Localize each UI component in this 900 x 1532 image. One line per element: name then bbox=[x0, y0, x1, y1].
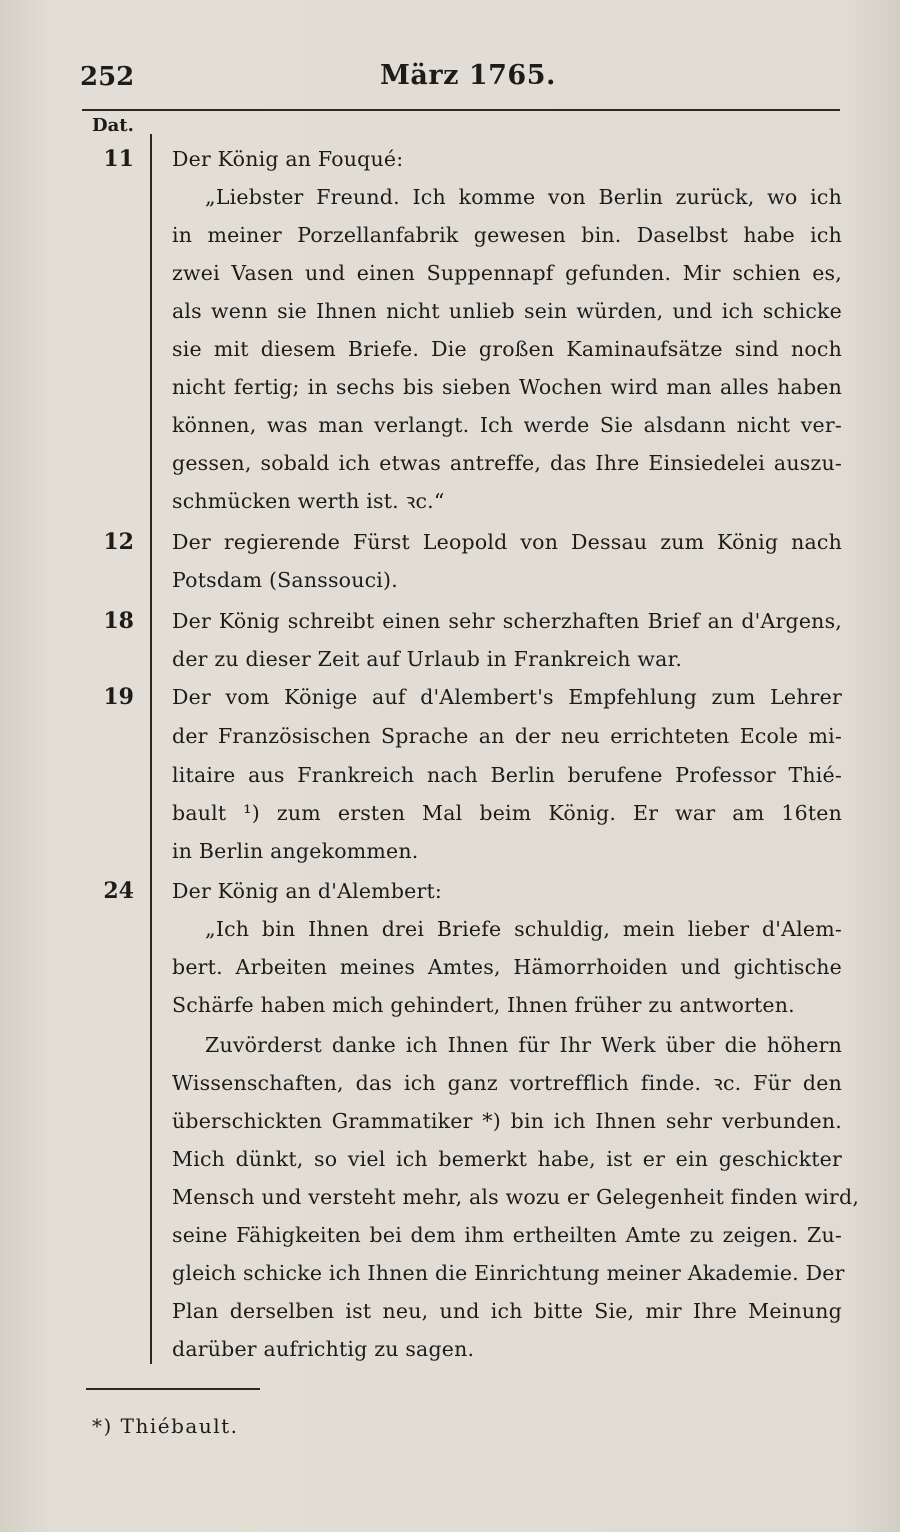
text-line: als wenn sie Ihnen nicht unlieb sein würden, und ich schicke bbox=[172, 299, 842, 323]
text-line: zwei Vasen und einen Suppennapf gefunden. Mir schien es, bbox=[172, 261, 842, 285]
text-line: Plan derselben ist neu, und ich bitte Sie, mir Ihre Meinung bbox=[172, 1299, 842, 1323]
entry-date: 12 bbox=[103, 529, 134, 555]
text-line: Der vom Könige auf d'Alembert's Empfehlung zum Lehrer bbox=[172, 685, 842, 709]
text-line: seine Fähigkeiten bei dem ihm ertheilten Amte zu zeigen. Zu- bbox=[172, 1223, 842, 1247]
entry-date: 19 bbox=[103, 684, 134, 710]
entry-date: 11 bbox=[103, 146, 134, 172]
running-title: März 1765. bbox=[380, 60, 556, 91]
text-line: „Liebster Freund. Ich komme von Berlin zurück, wo ich bbox=[205, 185, 842, 209]
text-line: überschickten Grammatiker *) bin ich Ihnen sehr verbunden. bbox=[172, 1109, 842, 1133]
text-line: gleich schicke ich Ihnen die Einrichtung meiner Akademie. Der bbox=[172, 1261, 845, 1285]
text-line: bert. Arbeiten meines Amtes, Hämorrhoiden und gichtische bbox=[172, 955, 842, 979]
date-column-rule bbox=[150, 134, 152, 1364]
text-line: Potsdam (Sanssouci). bbox=[172, 568, 398, 592]
text-line: Mich dünkt, so viel ich bemerkt habe, ist er ein geschickter bbox=[172, 1147, 842, 1171]
text-line: in Berlin angekommen. bbox=[172, 839, 419, 863]
text-line: Mensch und versteht mehr, als wozu er Gelegenheit finden wird, bbox=[172, 1185, 860, 1209]
text-line: Der König an Fouqué: bbox=[172, 147, 404, 171]
text-line: litaire aus Frankreich nach Berlin berufene Professor Thié- bbox=[172, 763, 842, 787]
entry-date: 18 bbox=[103, 608, 134, 634]
entry-date: 24 bbox=[103, 878, 134, 904]
text-line: Der regierende Fürst Leopold von Dessau zum König nach bbox=[172, 530, 842, 554]
text-line: Der König schreibt einen sehr scherzhaften Brief an d'Argens, bbox=[172, 609, 842, 633]
footnote-rule bbox=[86, 1388, 260, 1390]
page-header bbox=[80, 58, 840, 102]
footnote: *) Thiébault. bbox=[92, 1414, 239, 1438]
text-line: Zuvörderst danke ich Ihnen für Ihr Werk über die höhern bbox=[205, 1033, 842, 1057]
text-line: bault ¹) zum ersten Mal beim König. Er war am 16ten bbox=[172, 801, 842, 825]
text-line: gessen, sobald ich etwas antreffe, das Ihre Einsiedelei auszu- bbox=[172, 451, 842, 475]
text-line: schmücken werth ist. ꝛc.“ bbox=[172, 489, 445, 513]
text-line: Der König an d'Alembert: bbox=[172, 879, 443, 903]
text-line: nicht fertig; in sechs bis sieben Wochen wird man alles haben bbox=[172, 375, 842, 399]
text-line: der Französischen Sprache an der neu errichteten Ecole mi- bbox=[172, 724, 842, 748]
header-rule bbox=[82, 109, 840, 111]
text-line: sie mit diesem Briefe. Die großen Kaminaufsätze sind noch bbox=[172, 337, 842, 361]
text-line: Schärfe haben mich gehindert, Ihnen früher zu antworten. bbox=[172, 993, 795, 1017]
text-line: können, was man verlangt. Ich werde Sie alsdann nicht ver- bbox=[172, 413, 842, 437]
text-line: darüber aufrichtig zu sagen. bbox=[172, 1337, 475, 1361]
text-line: in meiner Porzellanfabrik gewesen bin. Daselbst habe ich bbox=[172, 223, 842, 247]
page-number: 252 bbox=[80, 62, 135, 92]
date-column-label: Dat. bbox=[92, 115, 134, 136]
text-line: Wissenschaften, das ich ganz vortrefflich finde. ꝛc. Für den bbox=[172, 1071, 842, 1095]
text-line: „Ich bin Ihnen drei Briefe schuldig, mein lieber d'Alem- bbox=[205, 917, 842, 941]
text-line: der zu dieser Zeit auf Urlaub in Frankreich war. bbox=[172, 647, 683, 671]
